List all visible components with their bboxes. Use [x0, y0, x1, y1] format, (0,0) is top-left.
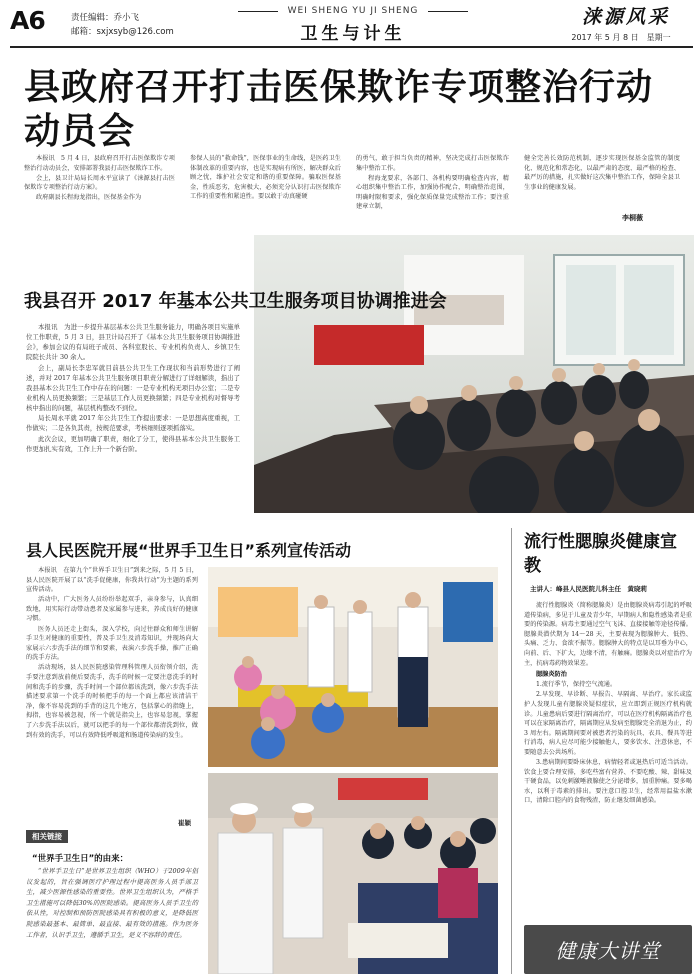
editor-line: 责任编辑：乔小飞: [71, 13, 140, 23]
story3-headline: 县人民医院开展“世界手卫生日”系列宣传活动: [26, 541, 352, 560]
story4-list-item: 2.早发现、早诊断、早报告、早隔离、早治疗。家长或监护人发现儿童有腮腺炎疑似症状，应立即到正规医疗机构就诊。儿童患病后要进行隔离治疗，可以在医疗机构隔离治疗也可以在家隔离治疗，隔离期应从发病至腮腺完全消退为止，约 3 周左右。隔离期间要对被患者污染的玩具、衣具、餐具等进行消毒，病人应尽可能少接触他人，要多饮水、注意休息，不要随意去公共场所。: [524, 691, 692, 756]
related-link-tag: 相关链接: [26, 830, 68, 843]
story-divider: [511, 528, 512, 974]
lead-col-3: [356, 154, 509, 213]
classroom-photo: [208, 567, 498, 767]
story2-para: 本报讯 为进一步提升基层基本公共卫生服务能力，明确各项目实施单位工作职责，5 月 3 日，县卫计局召开了《基本公共卫生服务项目协调推进会》，参加会议的有局班子成员、各科室股长、专业机构负责人、乡镇卫生院院长共计 30 余人。: [26, 323, 240, 361]
section-pinyin: WEI SHENG YU JI SHENG: [287, 6, 419, 16]
section-title: 卫生与计生: [300, 24, 406, 44]
lead-col-2: [190, 154, 341, 202]
story4-subhead: 腮腺炎防治: [536, 671, 567, 679]
story4-headline: 流行性腮腺炎健康宣教: [524, 532, 677, 576]
masthead-rule: [10, 46, 693, 48]
story2-headline: 我县召开 2017 年基本公共卫生服务项目协调推进会: [24, 291, 447, 312]
related-link-box: [26, 830, 198, 974]
story4-body: [524, 601, 692, 806]
lead-col1-para: 政府副县长程海龙指出，医保基金作为: [36, 194, 142, 202]
story4-list-item: 1.流行季节，保持空气流通。: [536, 681, 617, 689]
story2-para: 会上，副局长李忠军就目前县公共卫生工作现状和当前形势进行了阐述，并对 2017 年基本公共卫生服务项目职责分解进行了详细解读，指出了我县基本公共卫生工作中存在的问题：一是专业机构无项目办公室；二是专业机构人员更换频繁；三是基层工作人员更换频繁；四是专业机构对督导考核中指出的问题，基层机构整改不到位。: [26, 363, 240, 412]
masthead-deco-right: [428, 11, 468, 12]
meeting-photo: [254, 235, 694, 513]
story2-para: 局长周永平就 2017 年公共卫生工作提出要求：一是思想高度重视，工作做实；二是各负其责，按规范要求，考核细则逐项抓落实。: [26, 414, 240, 432]
story3-para: 本报讯 在第九个“世界手卫生日”到来之际，5 月 5 日，县人民医院开展了以“洗手促健康，你我共行动”为主题的系列宣传活动。: [26, 567, 198, 594]
email-line: 邮箱：sxjxsyb@126.com: [71, 27, 174, 37]
page-number: A6: [10, 6, 45, 35]
story4-byline: 主讲人：峰县人民医院儿科主任 黄晓莉: [530, 585, 647, 593]
lead-col-4: [524, 154, 680, 193]
related-link-title: “世界手卫生日”的由来：: [32, 854, 129, 864]
health-lecture-logo: [524, 925, 692, 974]
lead-col1-para: 会上，县卫计局局长周永平宣读了《涞源县打击医保欺诈专项整治行动方案》。: [24, 174, 175, 192]
story4-para: 流行性腮腺炎（简称腮腺炎）是由腮腺炎病毒引起的呼吸道传染病，多见于儿童及青少年，早期病人和隐性感染者是重要的传染源。病毒主要通过空气飞沫、直接接触等途径传播。腮腺炎潜伏期为 14～28 天，主要表现为腮腺肿大、低热、头痛、乏力、食欲不振等。腮腺肿大的特点是以耳垂为中心，向前、后、下扩大，边缘不清，有触痛。腮腺炎以对症治疗为主，抗病毒药物效果差。: [524, 602, 692, 667]
lead-col1-para: 本报讯 5 月 4 日，县政府召开打击医保欺诈专项整治行动动员会，安排部署我县打击医保欺诈工作。: [24, 155, 175, 172]
lead-col2-para: 参保人员的“救命钱”，医保事业的生命线，是医药卫生体制改革的重要内容，也是实现病有所医，解决群众后顾之忧，维护社会安定和谐的重要保障。骗取医保基金，性质恶劣，危害极大，必须充分认识打击医保欺诈工作的重要性和紧迫性。要以敢于动真碰硬: [190, 155, 341, 201]
story3-para: 活动中，广大医务人员纷纷举起双手，亲身参与，认真细致地，用实际行动带动患者及家属参与进来，养成良好的健康习惯。: [26, 596, 198, 623]
story2-para: 此次会议，更加明确了职责，细化了分工，使得县基本公共卫生服务工作更加扎实有效，工作上升一个新台阶。: [26, 434, 240, 453]
lead-col-1: [24, 154, 175, 203]
story3-para: 活动现场，县人民医院感染管理科管理人员衔领介绍，洗手要注意到放前便后要洗手，洗手的时候一定要注意洗手的时间和洗手的步骤，洗手时间一个部位都该洗到，像六步洗手法描述要求第一个洗手的时候把手的每一个面上都应该清洁干净，像不容易洗到的手背的这几个地方，包括掌心的指缝上，拇指，也容易被忽视，所一个就是指尖上，也容易忽视，掌握了六步洗手法以后，就可以把手的每一个部位都清洗到位，做到有效的洗手，可以有效降低呼吸道和肠道传染病的发生。: [26, 664, 198, 739]
lead-headline: 县政府召开打击医保欺诈专项整治行动动员会: [24, 67, 654, 152]
related-link-text: “世界手卫生日”是世界卫生组织（WHO）于2009年倡议发起的，旨在强调医疗护理过程中提高医务人员手部卫生，减少医源性感染的重要性。世界卫生组织认为，严格手卫生措施可以降低30%的医院感染。提高医务人员手卫生的依从性，对控制和预防医院感染具有积极的意义，是降低医院感染最基本、最简单、最直接、最有效的措施。作为医务工作者，认识手卫生，遵循手卫生，是义不容辞的责任。: [26, 867, 198, 939]
story3-author: 崔颖: [178, 819, 191, 827]
issue-date: 2017 年 5 月 8 日 星期一: [571, 33, 671, 42]
lead-col3-para: 程海龙要求，各部门、各机构要明确检查内容，精心组织集中整治工作，加强协作配合，明确整治范围，明确时限和要求，强化保质保量完成整治工作；要注重建章立制，: [356, 174, 509, 211]
masthead-deco-left: [238, 11, 278, 12]
lead-col3-para: 的勇气，敢于担当负责的精神，坚决完成打击医保欺诈集中整治工作。: [356, 155, 509, 172]
lead-col4-para: 健全完善长效防范机制，逐步实现医保基金监管的制度化、规范化和常态化，以最严肃的态度、最严格的检查、最严厉的措施，扎实做好这次集中整治工作，保障全县卫生事业的健康发展。: [524, 155, 680, 191]
story4-list-item: 3.患病期间要卧床休息，病情轻者或退热后可适当活动。饮食上要合理安排，多吃些富有营养、不要吃酸、辣、甜味及干硬食品，以免刺激唾液腺使之分泌增多，加重肿痛。要多喝水，以利于毒素的排出。要注意口腔卫生，经常用温盐水漱口，清除口腔内的食物残渣，防止继发细菌感染。: [524, 759, 692, 805]
story2-body: [26, 322, 240, 454]
lead-author: 李桐薇: [622, 214, 643, 222]
story3-para: 医务人员还走上街头，深入学校，向过往群众和师生讲解手卫生对健康的重要性，普及手卫生及消毒知识，并现场向大家展示六步洗手法的细节和要素，表演六步洗手操，推广正确的洗手方法。: [26, 625, 198, 662]
story3-body: [26, 566, 198, 741]
health-lecture-logo-text: 健康大讲堂: [555, 939, 661, 963]
paper-logo: 涞源风采: [581, 6, 670, 28]
hospital-photo: [208, 773, 498, 974]
